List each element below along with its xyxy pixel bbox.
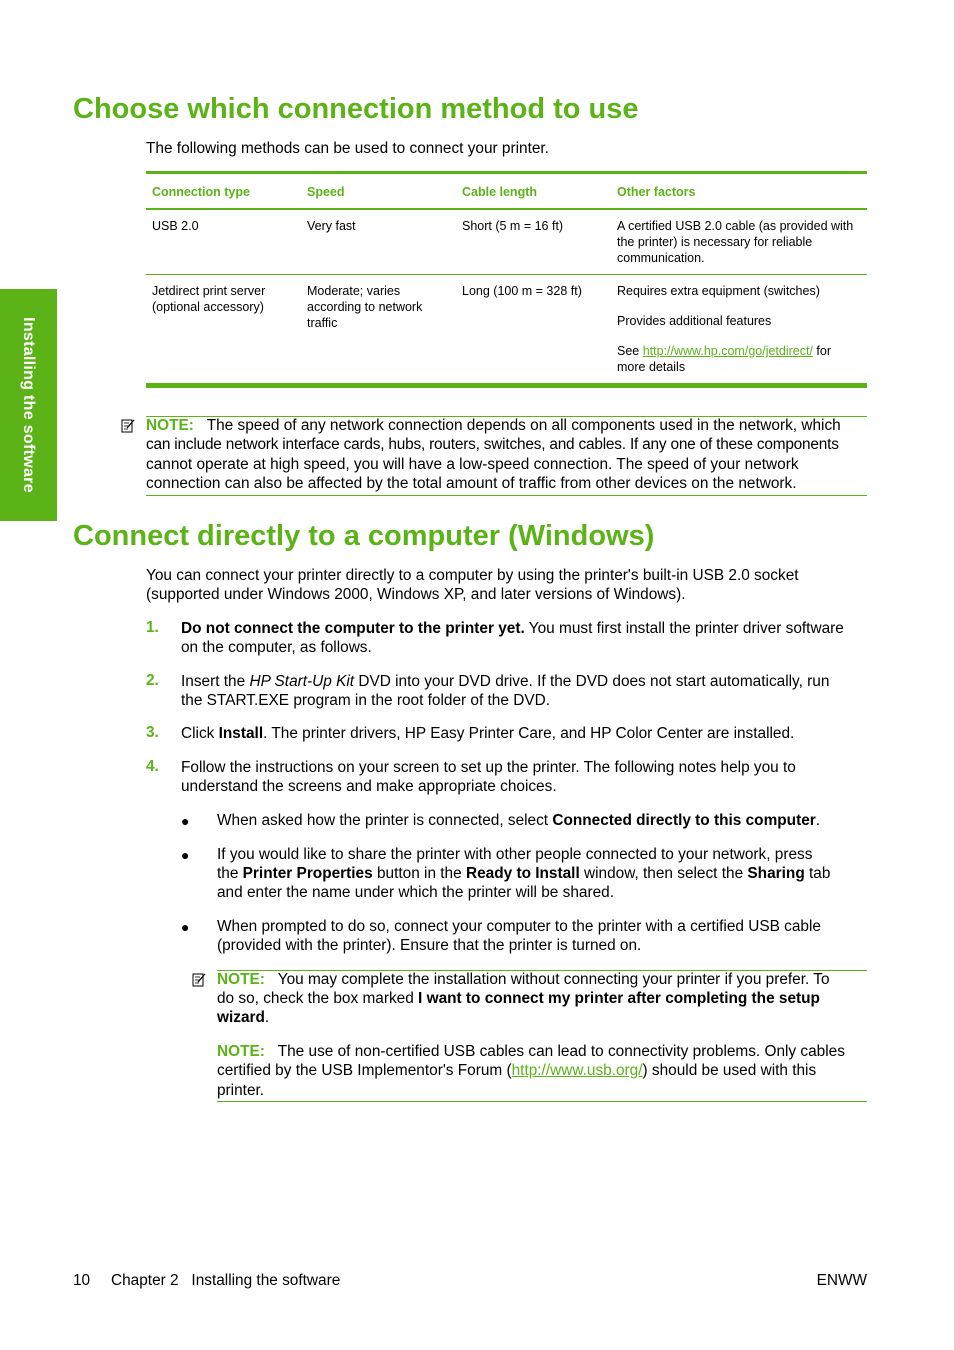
cell-line: according to network bbox=[307, 300, 423, 314]
step4-line1: Follow the instructions on your screen to set up the printer. The following notes help you to bbox=[181, 759, 796, 776]
bullet1-line1 bbox=[217, 811, 820, 830]
cell-line: the printer) is necessary for reliable bbox=[617, 235, 813, 249]
bullet-text: . bbox=[815, 812, 821, 829]
section1-intro: The following methods can be used to connect your printer. bbox=[146, 140, 549, 157]
bullet-text: the bbox=[217, 865, 243, 882]
note-text: certified by the USB Implementor's Forum ( bbox=[217, 1062, 512, 1079]
header-other-factors: Other factors bbox=[611, 173, 867, 210]
usb-org-link[interactable]: http://www.usb.org/ bbox=[511, 1062, 643, 1079]
table-row bbox=[146, 209, 867, 275]
step3-text: . The printer drivers, HP Easy Printer Care, and HP Color Center are installed. bbox=[263, 725, 795, 742]
section-title-connection-method: Choose which connection method to use bbox=[73, 93, 639, 125]
cell-other bbox=[611, 209, 867, 275]
note1-line3: cannot operate at high speed, you will have a low-speed connection. The speed of your network bbox=[146, 456, 799, 473]
cell-paragraph: Provides additional features bbox=[617, 314, 772, 328]
bullet-text: button in the bbox=[372, 865, 466, 882]
cell-cable: Long (100 m = 328 ft) bbox=[456, 275, 611, 386]
bullet-bold: Sharing bbox=[747, 865, 805, 882]
bullet2-line2 bbox=[217, 864, 830, 883]
bullet-bold: Connected directly to this computer bbox=[552, 812, 816, 829]
see-text: See bbox=[617, 344, 643, 358]
cell-speed: Very fast bbox=[301, 209, 456, 275]
bullet-text: window, then select the bbox=[579, 865, 748, 882]
footer-chapter: Chapter 2 Installing the software bbox=[111, 1272, 341, 1289]
step4-line2: understand the screens and make appropriate choices. bbox=[181, 778, 557, 795]
cell-type bbox=[146, 275, 301, 386]
cell-type: USB 2.0 bbox=[146, 209, 301, 275]
note-label: NOTE: bbox=[217, 971, 265, 988]
bullet3-line2: (provided with the printer). Ensure that the printer is turned on. bbox=[217, 937, 642, 954]
step1-line1 bbox=[181, 619, 844, 638]
header-cable-length: Cable length bbox=[456, 173, 611, 210]
table-header-row bbox=[146, 173, 867, 210]
note3-line3: printer. bbox=[217, 1082, 265, 1099]
cell-cable: Short (5 m = 16 ft) bbox=[456, 209, 611, 275]
note-text: do so, check the box marked bbox=[217, 990, 419, 1007]
step2-italic: HP Start-Up Kit bbox=[249, 673, 355, 690]
bullet3-line1: When prompted to do so, connect your computer to the printer with a certified USB cable bbox=[217, 918, 821, 935]
note2-line3 bbox=[217, 1008, 269, 1027]
more-details-text: more details bbox=[617, 360, 686, 374]
step-number: 3. bbox=[146, 724, 159, 741]
step2-line1 bbox=[181, 672, 829, 691]
cell-line: Jetdirect print server bbox=[152, 284, 266, 298]
note1-line2: can include network interface cards, hubs, routers, switches, and cables. If any one of these components bbox=[146, 436, 839, 453]
step3-text: Click bbox=[181, 725, 219, 742]
step2-text: Insert the bbox=[181, 673, 250, 690]
for-text: for bbox=[812, 344, 831, 358]
section2-intro-line1: You can connect your printer directly to a computer by using the printer's built-in USB 2.0 socket bbox=[146, 567, 799, 584]
step2-line2: the START.EXE program in the root folder of the DVD. bbox=[181, 692, 550, 709]
note2-line1 bbox=[217, 970, 830, 989]
note3-line2 bbox=[217, 1061, 816, 1080]
step3-bold: Install bbox=[218, 725, 264, 742]
step-number: 4. bbox=[146, 758, 159, 775]
header-connection-type: Connection type bbox=[146, 173, 301, 210]
note-text: The speed of any network connection depends on all components used in the network, which bbox=[206, 417, 841, 434]
section2-intro-line2: (supported under Windows 2000, Windows XP, and later versions of Windows). bbox=[146, 586, 686, 603]
page-number: 10 bbox=[73, 1272, 91, 1289]
note-text: The use of non-certified USB cables can lead to connectivity problems. Only cables bbox=[277, 1043, 845, 1060]
footer-enww: ENWW bbox=[816, 1272, 867, 1289]
note-label: NOTE: bbox=[217, 1043, 265, 1060]
cell-line: (optional accessory) bbox=[152, 300, 264, 314]
note-icon bbox=[192, 973, 206, 987]
note3-line1 bbox=[217, 1042, 845, 1061]
bullet-dot: ● bbox=[181, 847, 190, 863]
step2-text: DVD into your DVD drive. If the DVD does not start automatically, run bbox=[354, 673, 830, 690]
cell-line: Moderate; varies bbox=[307, 284, 401, 298]
cell-paragraph bbox=[617, 343, 861, 375]
bullet-bold: Ready to Install bbox=[465, 865, 580, 882]
bullet-text: tab bbox=[804, 865, 831, 882]
side-tab-label: Installing the software bbox=[20, 317, 37, 493]
note-text: ) should be used with this bbox=[642, 1062, 817, 1079]
step1-bold: Do not connect the computer to the printer yet. bbox=[181, 620, 525, 637]
side-chapter-tab bbox=[0, 289, 57, 521]
step1-line2: on the computer, as follows. bbox=[181, 639, 372, 656]
bullet-dot: ● bbox=[181, 813, 190, 829]
note1-line1 bbox=[146, 416, 841, 435]
note-label: NOTE: bbox=[146, 417, 194, 434]
note-bold: I want to connect my printer after completing the setup bbox=[418, 990, 820, 1007]
bullet-dot: ● bbox=[181, 919, 190, 935]
note-bold: wizard bbox=[217, 1009, 265, 1026]
note-text: . bbox=[264, 1009, 270, 1026]
step1-text: You must first install the printer driver software bbox=[524, 620, 844, 637]
connection-table bbox=[146, 171, 867, 388]
note-text: You may complete the installation without connecting your printer if you prefer. To bbox=[277, 971, 830, 988]
note2-line2 bbox=[217, 989, 820, 1008]
cell-speed bbox=[301, 275, 456, 386]
bullet2-line3: and enter the name under which the printer will be shared. bbox=[217, 884, 614, 901]
cell-other bbox=[611, 275, 867, 386]
step-number: 1. bbox=[146, 619, 159, 636]
cell-paragraph: Requires extra equipment (switches) bbox=[617, 284, 820, 298]
bullet-text: When asked how the printer is connected, select bbox=[217, 812, 553, 829]
note1-line4: connection can also be affected by the total amount of traffic from other devices on the network. bbox=[146, 475, 797, 492]
cell-line: communication. bbox=[617, 251, 705, 265]
bullet2-line1: If you would like to share the printer with other people connected to your network, press bbox=[217, 846, 813, 863]
jetdirect-link[interactable]: http://www.hp.com/go/jetdirect/ bbox=[642, 344, 813, 358]
header-speed: Speed bbox=[301, 173, 456, 210]
section-title-connect-directly: Connect directly to a computer (Windows) bbox=[73, 520, 655, 552]
table-row bbox=[146, 275, 867, 386]
cell-line: A certified USB 2.0 cable (as provided with bbox=[617, 219, 854, 233]
bullet-bold: Printer Properties bbox=[242, 865, 373, 882]
step3-line1 bbox=[181, 724, 794, 743]
cell-line: traffic bbox=[307, 316, 338, 330]
step-number: 2. bbox=[146, 672, 159, 689]
note-icon bbox=[121, 419, 135, 433]
